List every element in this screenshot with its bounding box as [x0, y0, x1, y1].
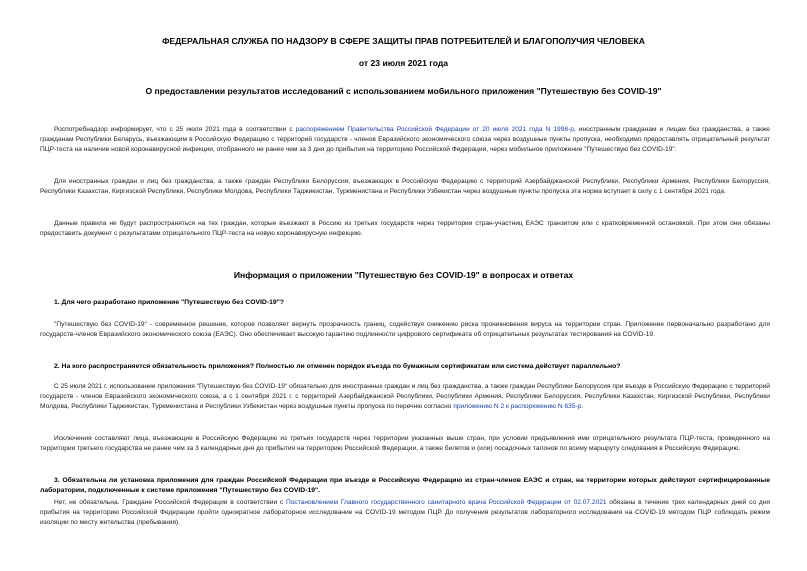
document-title: О предоставлении результатов исследований с использованием мобильного приложения "Путешествую без COVID-19" — [145, 86, 662, 96]
faq-answer-3: Нет, не обязательна. Граждане Российской Федерации в соответствии с Постановлением Главного государственного санитарного врача Российской Федерации от 02.07.2021 обязаны в течение трех календарных дней со дня прибытия на территорию Российской Федерации пройти однократное лабораторное исследование на COVID-19 методом ПЦР. До получения результатов лабораторного исследования на COVID-19 методом ПЦР соблюдать режим изоляции по месту жительства (пребывания). — [40, 499, 770, 527]
decree-1998-link[interactable]: распоряжением Правительства Российской Федерации от 20 июля 2021 года N 1998-р — [295, 126, 574, 133]
appendix-2-link[interactable]: приложению N 2 к распоряжению N 635-р — [453, 403, 582, 411]
intro-paragraph-2: Для иностранных граждан и лиц без гражданства, а также граждан Республики Белоруссия, въезжающих в Российскую Федерацию с территорий Азербайджанской Республики, Республики Армения, Республики Белоруссия, Республики Казахстан, Киргизской Республики, Республики Молдова, Республики Таджикистан, Туркменистана и Республики Узбекистан через воздушные пункты пропуска эта норма вступает в силу с 1 сентября 2021 года. — [40, 178, 770, 196]
faq-question-2: 2. На кого распространяется обязательность приложения? Полностью ли отменен порядок въезда по бумажным сертификатам или система действует параллельно? — [54, 363, 621, 370]
intro-paragraph-3: Данные правила не будут распространяться на тех граждан, которые въезжают в Россию из третьих государств через территории стран-участниц ЕАЭС транзитом или с кратковременной остановкой. При этом они обязаны предоставить документ с результатами отрицательного ПЦР-теста на новую коронавирусную инфекцию. — [40, 220, 770, 238]
agency-title: ФЕДЕРАЛЬНАЯ СЛУЖБА ПО НАДЗОРУ В СФЕРЕ ЗАЩИТЫ ПРАВ ПОТРЕБИТЕЛЕЙ И БЛАГОПОЛУЧИЯ ЧЕЛОВЕКА — [162, 36, 645, 46]
faq-question-3: 3. Обязательна ли установка приложения для граждан Российской Федерации при въезде в Российскую Федерацию из стран-членов ЕАЭС и стран, на территории которых действуют сертифицированные лаборатории, подключенные к системе приложения "Путешествую без COVID-19". — [40, 477, 770, 495]
faq-question-1: 1. Для чего разработано приложение "Путешествую без COVID-19"? — [54, 299, 285, 306]
faq-answer-2: С 25 июля 2021 г. использование приложения "Путешествую без COVID-19" обязательно для иностранных граждан и лиц без гражданства, а также граждан Республики Белоруссия при въезде в Российскую Федерацию с территорий государств - членов Евразийского экономического союза, а с 1 сентября 2021 г. с территорий Азербайджанской Республики, Республики Армения, Республики Белоруссия, Республики Казахстан, Киргизской Республики, Республики Молдова, Республики Таджикистан, Туркменистана и Республики Узбекистан через воздушные пункты пропуска по перечню согласно приложению N 2 к распоряжению N 635-р. — [40, 383, 770, 411]
sanitary-doctor-decree-link[interactable]: Постановлением Главного государственного санитарного врача Российской Федерации от 02.07.2021 — [286, 499, 607, 506]
faq-answer-1: "Путешествую без COVID-19" - современное решение, которое позволяет вернуть прозрачность границ, содействуя снижению риска проникновения вируса на территории стран. Приложение первоначально разработано для государств-членов Евразийского экономического союза (ЕАЭС). Оно обеспечивает высокую гарантию подлинности цифрового сертификата об отрицательных результатах тестирования на COVID-19. — [40, 321, 770, 339]
intro-paragraph-1: Роспотребнадзор информирует, что с 25 июля 2021 года в соответствии с распоряжением Правительства Российской Федерации от 20 июля 2021 года N 1998-р, иностранным гражданам и лицам без гражданства, а также гражданам Республики Беларусь, въезжающим в Российскую Федерацию с территорий государств - членов Евразийского экономического союза через воздушные пункты пропуска, необходимо предоставлять отрицательный результат ПЦР-теста на наличие новой коронавирусной инфекции, отобранного не ранее чем за 3 дня до прибытия на территорию Российской Федерации, через мобильное приложение "Путешествую без COVID-19". — [40, 126, 770, 154]
document-date: от 23 июля 2021 года — [358, 58, 449, 68]
faq-heading: Информация о приложении "Путешествую без COVID-19" в вопросах и ответах — [233, 270, 574, 280]
faq-answer-2-exceptions: Исключения составляют лица, въезжающие в Российскую Федерацию из третьих государств через территории указанных выше стран, при условии предъявления ими отрицательного результата ПЦР-теста, проведенного на территории третьего государства не ранее чем за 3 календарных дня до прибытия на территорию Российской Федерации, а также билетов и (или) посадочных талонов по всему маршруту следования в Российскую Федерацию. — [40, 435, 770, 453]
